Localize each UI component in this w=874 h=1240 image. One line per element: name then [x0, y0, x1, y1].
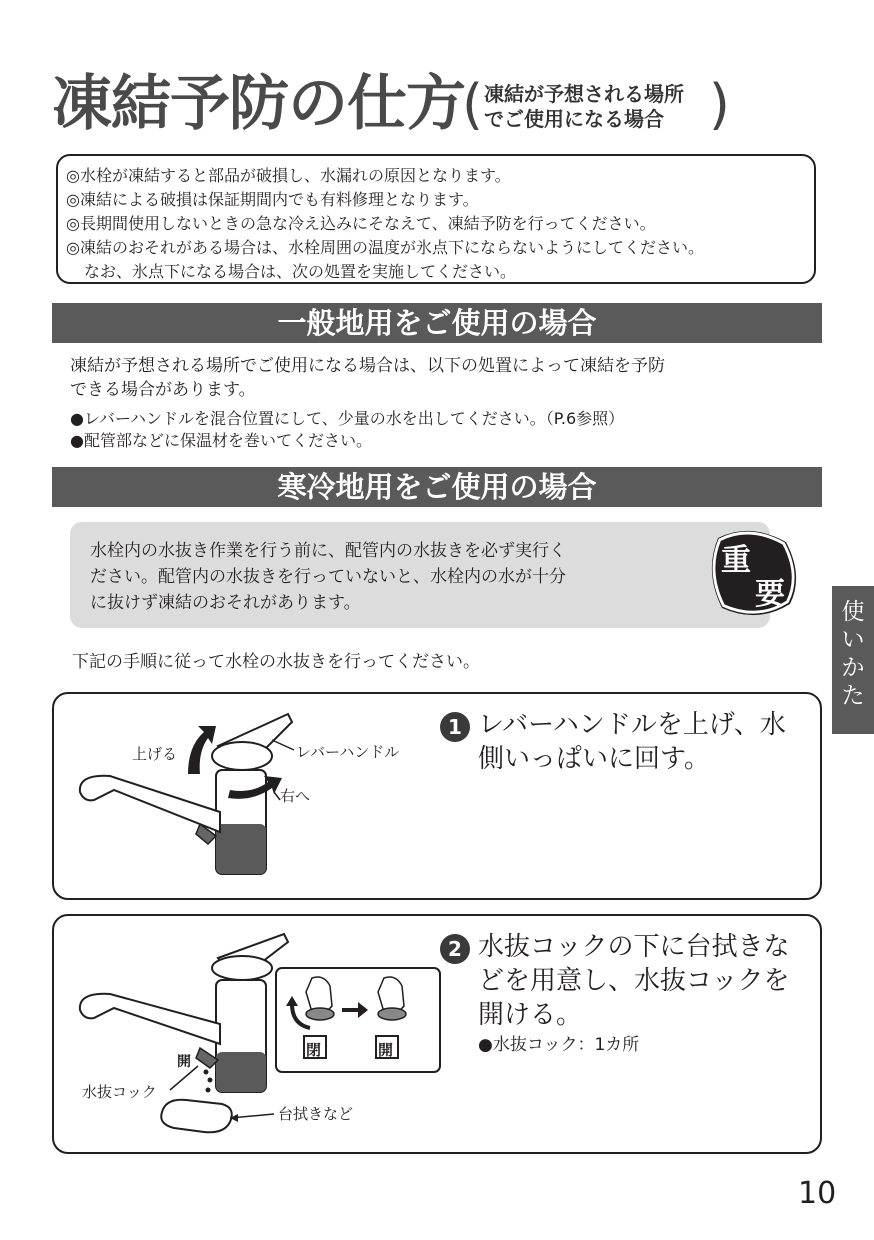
page-number: 10 — [798, 1176, 837, 1211]
step-2-number: 2 — [440, 934, 470, 964]
procedure-intro: 下記の手順に従って水栓の水抜きを行ってください。 — [72, 652, 480, 672]
section-heading-cold: 寒冷地用をご使用の場合 — [52, 467, 822, 507]
subtitle-line-2: でご使用になる場合 — [484, 107, 664, 131]
label-lever-handle: レバーハンドル — [296, 743, 400, 761]
important-line-2: ださい。配管内の水抜きを行っていないと、水栓内の水が十分 — [90, 567, 566, 587]
label-closed-box: 閉 — [306, 1041, 322, 1059]
side-tab-char-4: た — [841, 683, 865, 709]
side-tab-char-1: 使 — [841, 599, 865, 625]
section-heading-general: 一般地用をご使用の場合 — [52, 303, 822, 343]
label-open-box: 開 — [378, 1041, 394, 1059]
important-line-1: 水栓内の水抜き作業を行う前に、配管内の水抜きを必ず実行く — [90, 541, 566, 561]
badge-char-1: 重 — [721, 543, 751, 578]
drain-cock-illustration-icon — [70, 928, 446, 1142]
side-tab-usage[interactable] — [832, 586, 874, 734]
step-2-title-line-1: 水抜コックの下に台拭きな — [478, 932, 790, 962]
label-drain-cock: 水抜コック — [82, 1083, 157, 1101]
step-1-title-line-1: レバーハンドルを上げ、水 — [478, 710, 786, 740]
general-para-line-2: できる場合があります。 — [70, 380, 256, 400]
subtitle-line-1: 凍結が予想される場所 — [484, 82, 684, 106]
general-bullet-1: ●レバーハンドルを混合位置にして、少量の水を出してください。（P.6参照） — [70, 409, 625, 428]
subtitle-text — [484, 82, 684, 132]
open-paren: ( — [462, 73, 484, 136]
step-1-number: 1 — [440, 712, 470, 742]
important-line-3: に抜けず凍結のおそれがあります。 — [90, 593, 361, 613]
notice-line-5: なお、氷点下になる場合は、次の処置を実施してください。 — [84, 262, 517, 281]
notice-line-4: ◎凍結のおそれがある場合は、水栓周囲の温度が氷点下にならないようにしてください。 — [66, 238, 704, 257]
page-title: 凍結予防の仕方 — [52, 69, 465, 139]
close-paren: ) — [708, 73, 730, 136]
notice-line-1: ◎水栓が凍結すると部品が破損し、水漏れの原因となります。 — [66, 166, 511, 185]
label-turn-right: 右へ — [280, 787, 311, 805]
label-raise: 上げる — [132, 745, 178, 763]
notice-line-2: ◎凍結による破損は保証期間内でも有料修理となります。 — [66, 190, 479, 209]
general-para-line-1: 凍結が予想される場所でご使用になる場合は、以下の処置によって凍結を予防 — [70, 356, 665, 376]
side-tab-char-2: い — [841, 627, 865, 653]
label-open-small: 開 — [177, 1054, 191, 1070]
side-tab-char-3: か — [841, 655, 865, 681]
step-2-note: ●水抜コック：1カ所 — [478, 1035, 640, 1055]
general-bullet-2: ●配管部などに保温材を巻いてください。 — [70, 431, 372, 450]
faucet-lever-illustration-icon — [70, 704, 450, 888]
step-1-title-line-2: 側いっぱいに回す。 — [478, 744, 710, 774]
important-text — [90, 538, 566, 616]
badge-char-2: 要 — [755, 577, 785, 612]
step-2-title-line-3: 開ける。 — [478, 1000, 583, 1030]
step-2-title-line-2: どを用意し、水抜コックを — [478, 966, 790, 996]
notice-box — [56, 154, 816, 284]
notice-line-3: ◎長期間使用しないときの急な冷え込みにそなえて、凍結予防を行ってください。 — [66, 214, 656, 233]
label-cloth: 台拭きなど — [278, 1105, 354, 1123]
page-subtitle — [462, 73, 730, 136]
important-badge-icon — [700, 520, 806, 626]
